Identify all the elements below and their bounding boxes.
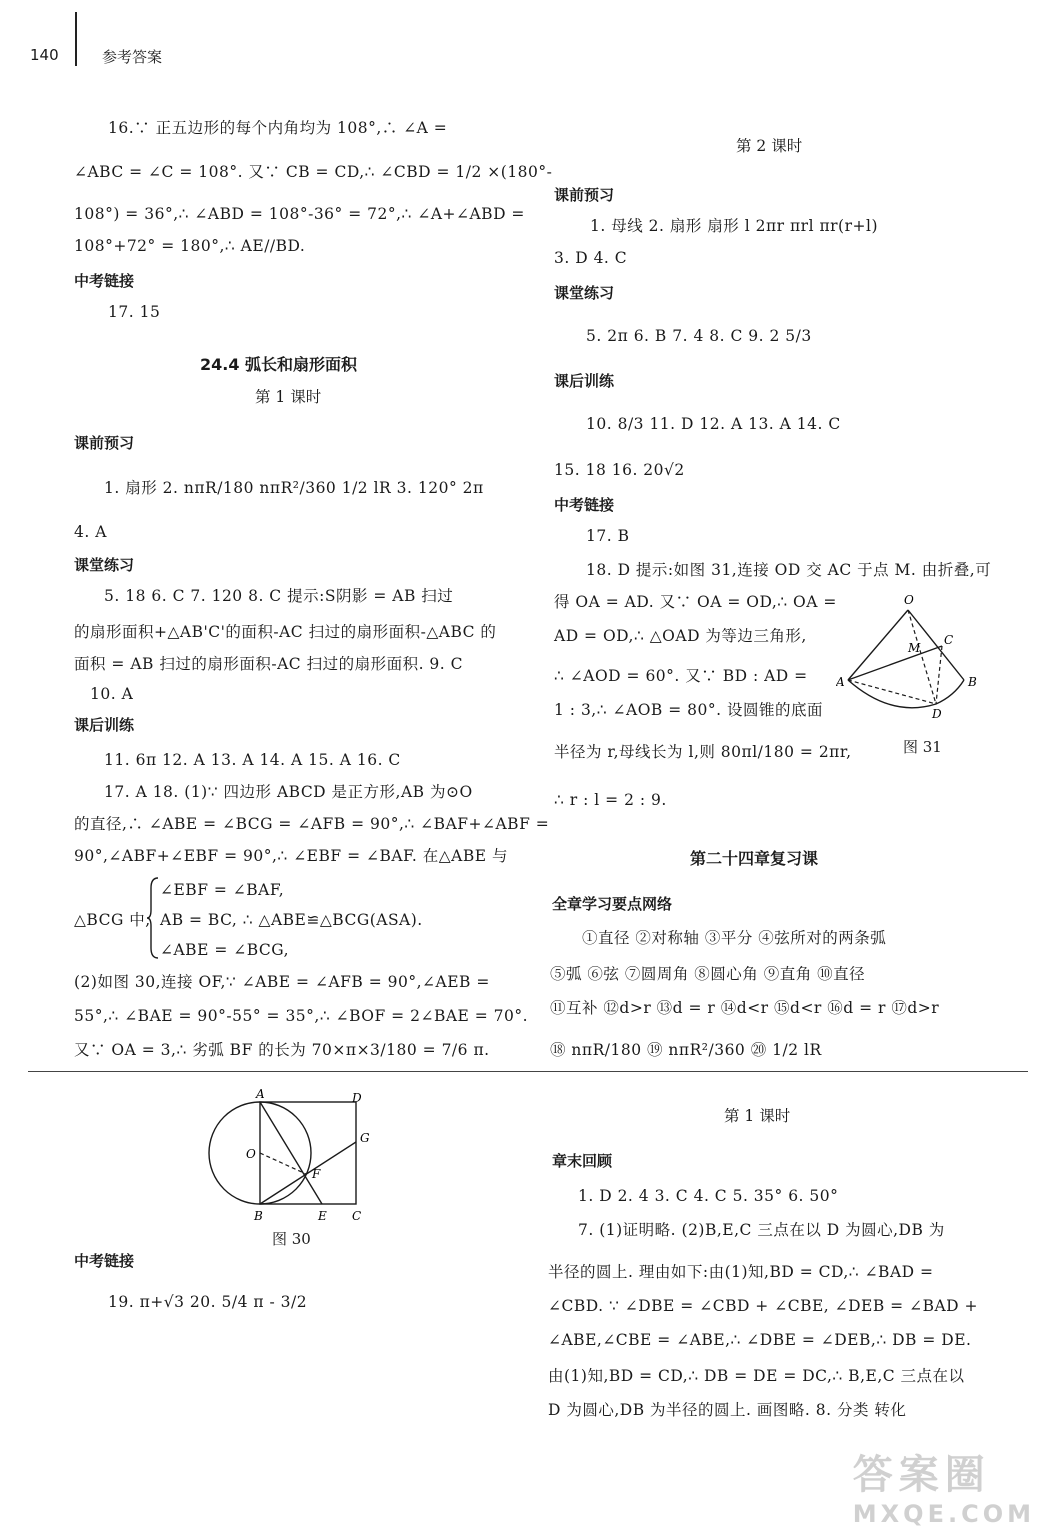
watermark [853, 1443, 1035, 1528]
fig30-label-d: D [352, 1091, 362, 1105]
answer-b3-4: 3. D 4. C [554, 249, 628, 267]
figure-31-caption: 图 31 [903, 738, 942, 756]
fig31-label-m: M [908, 641, 921, 655]
fig31-label-b: B [968, 675, 977, 689]
answer-b18-line-6: 半径为 r,母线长为 l,则 80πl/180 = 2πr, [554, 743, 852, 761]
equation-brace [146, 876, 160, 960]
lesson-1-title: 第 1 课时 [255, 388, 322, 406]
network-line-1: ①直径 ②对称轴 ③平分 ④弦所对的两条弧 [582, 929, 887, 947]
watermark-line-2: MXQE.COM [852, 1500, 1035, 1528]
network-line-2: ⑤弧 ⑥弦 ⑦圆周角 ⑧圆心角 ⑨直角 ⑩直径 [550, 965, 866, 983]
answer-1-3: 1. 扇形 2. nπR/180 nπR²/360 1/2 lR 3. 120° 2π [104, 479, 484, 497]
heading-zhongkao-bottom: 中考链接 [74, 1252, 135, 1270]
answer-b18-line-7: ∴ r : l = 2 : 9. [554, 791, 667, 809]
heading-khxl-right: 课后训练 [554, 372, 615, 390]
review-answer-7-line-4: ∠ABE,∠CBE = ∠ABE,∴ ∠DBE = ∠DEB,∴ DB = DE. [548, 1331, 972, 1349]
page-number: 140 [30, 46, 59, 64]
fig30-label-f: F [312, 1167, 321, 1181]
equation-system-2: AB = BC, ∴ △ABE≌△BCG(ASA). [160, 911, 423, 929]
heading-khxl-left: 课后训练 [74, 716, 135, 734]
answer-18-line-3: 90°,∠ABF+∠EBF = 90°,∴ ∠EBF = ∠BAF. 在△ABE 与 [74, 847, 508, 865]
heading-ktlx-left: 课堂练习 [74, 556, 135, 574]
heading-kqyx-left: 课前预习 [74, 434, 135, 452]
fig30-label-b: B [254, 1209, 263, 1223]
answer-18-line-2: 的直径,∴ ∠ABE = ∠BCG = ∠AFB = 90°,∴ ∠BAF+∠ABF = [74, 815, 550, 833]
figure-30-caption: 图 30 [272, 1230, 311, 1248]
network-line-3: ⑪互补 ⑫d>r ⑬d = r ⑭d<r ⑮d<r ⑯d = r ⑰d>r [550, 999, 940, 1017]
review-answer-7-line-6: D 为圆心,DB 为半径的圆上. 画图略. 8. 分类 转化 [548, 1401, 907, 1419]
fig30-label-o: O [246, 1147, 256, 1161]
heading-knowledge-network: 全章学习要点网络 [552, 895, 673, 913]
fig30-label-c: C [352, 1209, 362, 1223]
section-title: 24.4 弧长和扇形面积 [200, 355, 358, 374]
answer-b10-14: 10. 8/3 11. D 12. A 13. A 14. C [586, 415, 841, 433]
answer-18-part-2-line-3: 又∵ OA = 3,∴ 劣弧 BF 的长为 70×π×3/180 = 7/6 π. [74, 1041, 490, 1059]
fig31-label-c: C [944, 633, 954, 647]
chapter-review-title: 第二十四章复习课 [690, 849, 819, 868]
answer-b5-9: 5. 2π 6. B 7. 4 8. C 9. 2 5/3 [586, 327, 812, 345]
answer-b18-line-2: 得 OA = AD. 又∵ OA = OD,∴ OA = [554, 593, 837, 611]
fig31-label-o: O [904, 593, 914, 607]
answer-b18-line-4: ∴ ∠AOD = 60°. 又∵ BD : AD = [554, 667, 808, 685]
heading-kqyx-right: 课前预习 [554, 186, 615, 204]
watermark-line-1: 答案圈 [852, 1452, 991, 1498]
review-answer-7-line-5: 由(1)知,BD = CD,∴ DB = DE = DC,∴ B,E,C 三点在以 [548, 1367, 965, 1385]
review-answer-7-line-2: 半径的圆上. 理由如下:由(1)知,BD = CD,∴ ∠BAD = [548, 1263, 934, 1281]
answer-b18-line-5: 1 : 3,∴ ∠AOB = 80°. 设圆锥的底面 [554, 701, 823, 719]
answer-16-line-1: 16.∵ 正五边形的每个内角均为 108°,∴ ∠A = [108, 119, 448, 137]
header-divider [75, 12, 77, 66]
heading-ktlx-right: 课堂练习 [554, 284, 615, 302]
equation-system-prefix: △BCG 中, [74, 911, 151, 929]
fig31-label-a: A [836, 675, 845, 689]
answer-b1-2: 1. 母线 2. 扇形 扇形 l 2πr πrl πr(r+l) [590, 217, 879, 235]
review-lesson-1-title: 第 1 课时 [724, 1107, 791, 1125]
section-divider [28, 1071, 1028, 1072]
answer-18-part-2-line-2: 55°,∴ ∠BAE = 90°-55° = 35°,∴ ∠BOF = 2∠BAE = 70°. [74, 1007, 529, 1025]
fig30-label-a: A [256, 1088, 265, 1101]
equation-system-1: ∠EBF = ∠BAF, [160, 881, 285, 899]
answer-8-hint-3: 面积 = AB 扫过的扇形面积-AC 扫过的扇形面积. 9. C [74, 655, 464, 673]
answer-b17: 17. B [586, 527, 630, 545]
heading-chapter-review: 章末回顾 [552, 1152, 613, 1170]
answer-19-20: 19. π+√3 20. 5/4 π - 3/2 [108, 1293, 308, 1311]
lesson-2-title: 第 2 课时 [736, 137, 803, 155]
answer-5-8: 5. 18 6. C 7. 120 8. C 提示:S阴影 = AB 扫过 [104, 587, 454, 605]
fig31-label-d: D [932, 707, 942, 721]
fig30-label-e: E [318, 1209, 327, 1223]
answer-17-18: 17. A 18. (1)∵ 四边形 ABCD 是正方形,AB 为⊙O [104, 783, 473, 801]
answer-16-line-3: 108°) = 36°,∴ ∠ABD = 108°-36° = 72°,∴ ∠A+∠ABD = [74, 205, 525, 223]
fig30-label-g: G [360, 1131, 370, 1145]
answer-10: 10. A [90, 685, 134, 703]
answer-b18-line-1: 18. D 提示:如图 31,连接 OD 交 AC 于点 M. 由折叠,可 [586, 561, 992, 579]
heading-zhongkao-right: 中考链接 [554, 496, 615, 514]
answer-16-line-2: ∠ABC = ∠C = 108°. 又∵ CB = CD,∴ ∠CBD = 1/2 ×(180°- [74, 163, 553, 181]
answer-16-line-4: 108°+72° = 180°,∴ AE//BD. [74, 237, 306, 255]
figure-30 [200, 1088, 380, 1226]
review-answer-7-line-3: ∠CBD. ∵ ∠DBE = ∠CBD + ∠CBE, ∠DEB = ∠BAD + [548, 1297, 979, 1315]
answer-17: 17. 15 [108, 303, 161, 321]
answer-8-hint-2: 的扇形面积+△AB'C'的面积-AC 扫过的扇形面积-△ABC 的 [74, 623, 497, 641]
header-title: 参考答案 [102, 48, 163, 66]
answer-b15-16: 15. 18 16. 20√2 [554, 461, 685, 479]
answer-4: 4. A [74, 523, 107, 541]
equation-system-3: ∠ABE = ∠BCG, [160, 941, 290, 959]
review-answer-1-6: 1. D 2. 4 3. C 4. C 5. 35° 6. 50° [578, 1187, 839, 1205]
review-answer-7-line-1: 7. (1)证明略. (2)B,E,C 三点在以 D 为圆心,DB 为 [578, 1221, 945, 1239]
heading-zhongkao-1: 中考链接 [74, 272, 135, 290]
figure-31 [836, 592, 984, 722]
answer-b18-line-3: AD = OD,∴ △OAD 为等边三角形, [554, 627, 807, 645]
answer-18-part-2-line-1: (2)如图 30,连接 OF,∵ ∠ABE = ∠AFB = 90°,∠AEB = [74, 973, 490, 991]
network-line-4: ⑱ nπR/180 ⑲ nπR²/360 ⑳ 1/2 lR [550, 1041, 822, 1059]
answer-11-16: 11. 6π 12. A 13. A 14. A 15. A 16. C [104, 751, 401, 769]
